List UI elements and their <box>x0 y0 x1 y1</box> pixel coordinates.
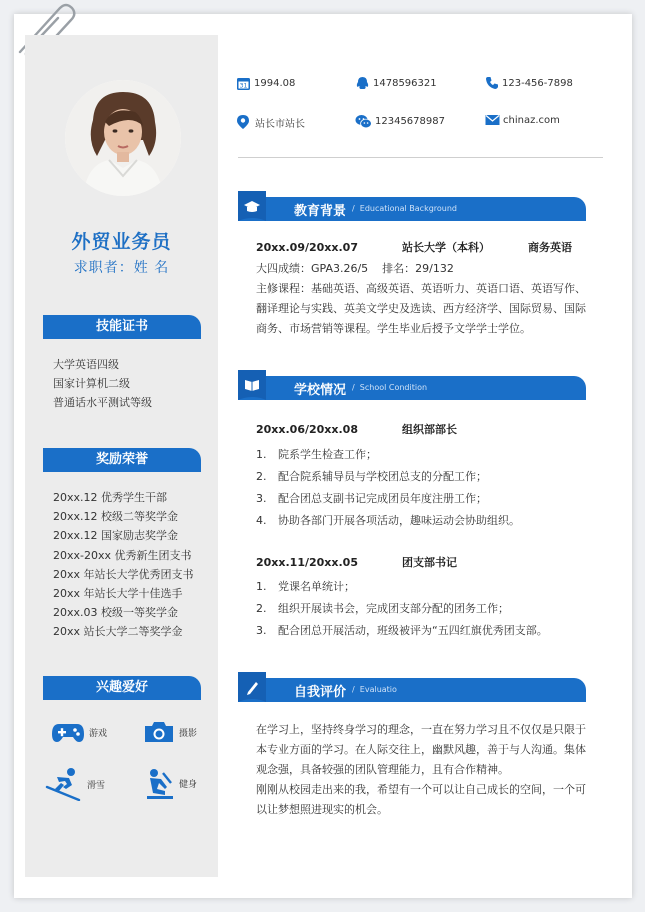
edu-courses-line: 主修课程：基础英语、高级英语、英语听力、英语口语、英语写作、 <box>256 282 586 295</box>
self-eval-heading <box>238 678 586 702</box>
email-address: chinaz.com <box>503 114 560 126</box>
hobby-label: 健身 <box>179 779 198 790</box>
svg-text:31: 31 <box>239 82 248 90</box>
list-item: 3. 配合团总开展活动，班级被评为“五四红旗优秀团支部。 <box>256 624 548 637</box>
contact-qq <box>355 76 437 91</box>
wechat-icon <box>355 114 372 129</box>
contact-location <box>236 114 305 130</box>
phone-icon <box>485 76 499 90</box>
contact-phone <box>485 76 573 90</box>
job-title: 外贸业务员 <box>71 231 172 253</box>
list-item: 20xx.03 校级一等奖学金 <box>53 606 179 620</box>
section-title: 学校情况 <box>294 383 347 398</box>
gamepad-icon <box>51 720 85 744</box>
section-subtitle-text: Evaluatio <box>359 685 397 694</box>
hobby-game <box>51 720 107 744</box>
list-item: 20xx 年站长大学优秀团支书 <box>53 567 194 581</box>
job-role: 组织部部长 <box>402 423 457 436</box>
qq-number: 1478596321 <box>373 78 437 89</box>
list-item: 20xx 年站长大学十佳选手 <box>53 587 183 601</box>
list-item: 普通话水平测试等级 <box>53 396 152 410</box>
hobby-ski <box>45 767 105 801</box>
skills-heading: 技能证书 <box>43 315 201 339</box>
qq-icon <box>355 76 370 91</box>
section-title: 自我评价 <box>294 685 347 700</box>
camera-icon <box>143 720 175 744</box>
sidebar <box>25 35 218 877</box>
wechat-id: 12345678987 <box>375 116 445 127</box>
list-item: 20xx.12 优秀学生干部 <box>53 491 168 504</box>
list-item: 3. 配合团总支副书记完成团员年度注册工作； <box>256 492 487 505</box>
book-icon <box>238 370 266 400</box>
applicant-name: 求职者：姓 名 <box>73 260 170 276</box>
birth-date: 1994.08 <box>254 78 296 89</box>
job-period: 20xx.11/20xx.05 <box>256 556 358 569</box>
list-item: 2. 组织开展读书会，完成团支部分配的团务工作； <box>256 602 509 615</box>
edu-major: 商务英语 <box>528 241 572 254</box>
graduation-cap-icon <box>238 191 266 221</box>
edu-period: 20xx.09/20xx.07 <box>256 241 358 254</box>
contact-email <box>485 114 560 126</box>
list-item: 4. 协助各部门开展各项活动，趣味运动会协助组织。 <box>256 514 520 527</box>
self-eval-line: 在学习上，坚持终身学习的理念，一直在努力学习且不仅仅是只限于 <box>256 723 586 736</box>
calendar-icon <box>236 76 251 91</box>
header-divider <box>238 157 603 158</box>
self-eval-line: 本专业方面的学习。在人际交往上，幽默风趣，善于与人沟通。集体 <box>256 743 586 756</box>
job-role: 团支部书记 <box>402 556 457 569</box>
edu-gpa: 大四成绩：GPA3.26/5 排名：29/132 <box>256 262 454 275</box>
avatar <box>65 80 181 196</box>
skills-list <box>53 355 152 413</box>
phone-number: 123-456-7898 <box>502 77 573 89</box>
self-eval-line: 以让梦想照进现实的机会。 <box>256 803 388 816</box>
edu-courses-line: 商务、市场营销等课程。学生毕业后授予文学学士学位。 <box>256 322 531 335</box>
pen-icon <box>238 672 266 702</box>
education-heading <box>238 197 586 221</box>
contact-wechat <box>355 114 445 129</box>
list-item: 1. 院系学生检查工作； <box>256 448 377 461</box>
fitness-icon <box>145 767 175 799</box>
section-subtitle-text: School Condition <box>359 383 428 392</box>
list-item: 20xx.12 国家励志奖学金 <box>53 529 179 543</box>
list-item: 20xx.12 校级二等奖学金 <box>53 510 179 524</box>
hobbies-heading: 兴趣爱好 <box>43 676 201 700</box>
hobby-fitness <box>145 767 197 799</box>
list-item: 1. 党课名单统计； <box>256 580 355 593</box>
section-subtitle: / Evaluatio <box>352 685 397 694</box>
section-title: 教育背景 <box>294 204 347 219</box>
awards-heading: 奖励荣誉 <box>43 448 201 472</box>
section-subtitle-text: Educational Background <box>359 204 458 213</box>
school-heading <box>238 376 586 400</box>
edu-school: 站长大学（本科） <box>402 241 490 254</box>
list-item: 国家计算机二级 <box>53 377 130 391</box>
list-item: 大学英语四级 <box>53 358 119 371</box>
self-eval-line: 观念强，具备较强的团队管理能力，且有合作精神。 <box>256 763 509 776</box>
list-item: 20xx 站长大学二等奖学金 <box>53 625 183 639</box>
job-period: 20xx.06/20xx.08 <box>256 423 358 436</box>
edu-courses-line: 翻译理论与实践、英美文学史及选读、西方经济学、国际贸易、国际 <box>256 302 586 315</box>
hobby-label: 摄影 <box>179 728 198 739</box>
list-item: 20xx-20xx 优秀新生团支书 <box>53 548 192 562</box>
hobby-photo <box>143 720 197 744</box>
awards-list <box>53 488 194 642</box>
hobby-label: 游戏 <box>89 728 108 739</box>
email-icon <box>485 114 500 126</box>
location-text: 站长市站长 <box>255 118 305 130</box>
list-item: 2. 配合院系辅导员与学校团总支的分配工作； <box>256 470 487 483</box>
self-eval-line: 刚刚从校园走出来的我，希望有一个可以让自己成长的空间，一个可 <box>256 783 586 796</box>
section-subtitle: / School Condition <box>352 383 428 392</box>
contact-birth <box>236 76 295 91</box>
section-subtitle: / Educational Background <box>352 204 458 213</box>
location-pin-icon <box>236 114 250 130</box>
hobby-label: 滑雪 <box>87 780 106 791</box>
skiing-icon <box>45 767 83 801</box>
